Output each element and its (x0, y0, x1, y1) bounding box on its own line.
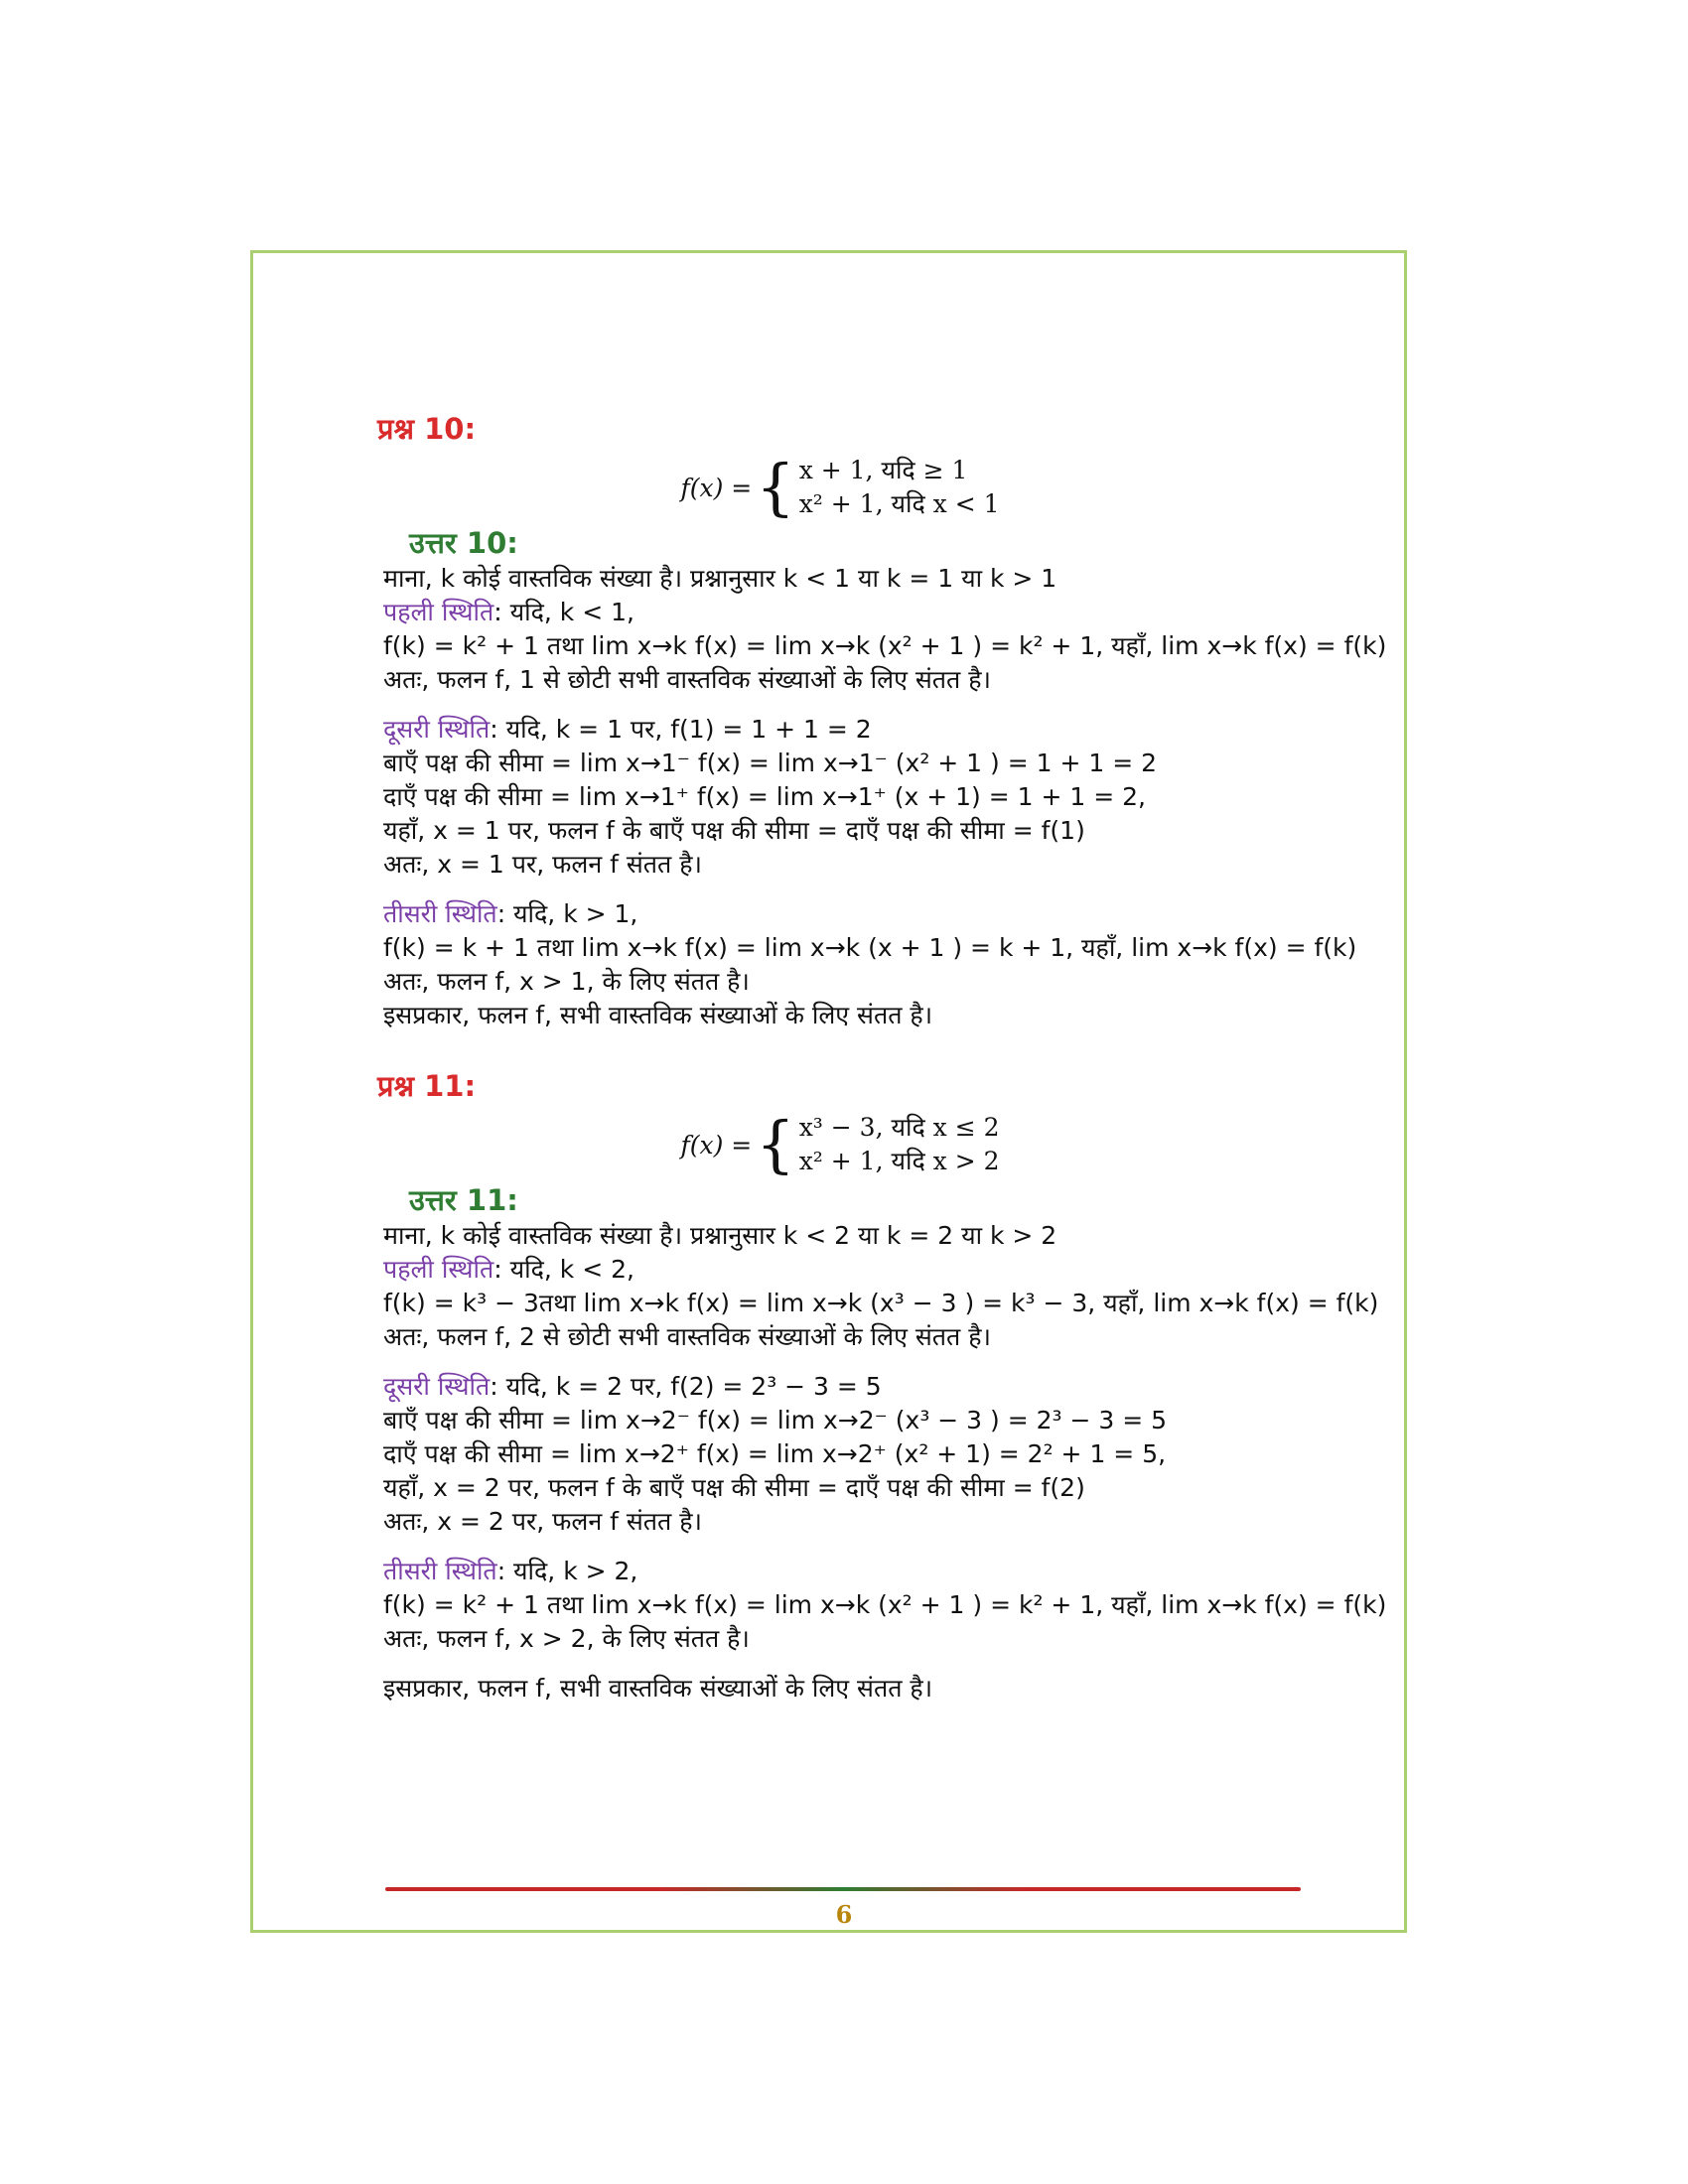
case-condition: : यदि, k < 2, (493, 1255, 634, 1284)
question-heading: प्रश्न 10: (377, 412, 477, 446)
question-11 (377, 1066, 1387, 1706)
case-condition: : यदि, k > 2, (496, 1557, 638, 1585)
answer-line: अतः, फलन f, x > 1, के लिए संतत है। (383, 967, 750, 996)
answer-conclusion: इसप्रकार, फलन f, सभी वास्तविक संख्याओं के लिए संतत है। (383, 1674, 933, 1703)
piece-row: x³ − 3, यदि x ≤ 2 (798, 1113, 1000, 1142)
answer-line: अतः, x = 1 पर, फलन f संतत है। (383, 850, 702, 879)
piece-row: x² + 1, यदि x < 1 (798, 489, 1000, 518)
brace-symbol: { (756, 1108, 795, 1180)
answer-line: अतः, फलन f, 2 से छोटी सभी वास्तविक संख्याओं के लिए संतत है। (383, 1322, 991, 1351)
page-number: 6 (835, 1900, 853, 1929)
case-3-header (383, 897, 1376, 931)
function-lhs: f(x) = (680, 1130, 753, 1160)
case-label: तीसरी स्थिति (383, 1557, 497, 1585)
piecewise-function (304, 451, 1376, 523)
case-3-header (383, 1555, 1376, 1588)
question-heading: प्रश्न 11: (377, 1069, 477, 1103)
question-10 (377, 409, 1387, 1032)
case-1-header (383, 596, 1376, 629)
answer-line: यहाँ, x = 1 पर, फलन f के बाएँ पक्ष की सीमा = दाएँ पक्ष की सीमा = f(1) (383, 816, 1085, 845)
case-condition: : यदि, k = 1 पर, f(1) = 1 + 1 = 2 (490, 715, 872, 744)
case-label: पहली स्थिति (383, 1255, 494, 1284)
case-label: दूसरी स्थिति (383, 1372, 491, 1401)
function-lhs: f(x) = (680, 473, 753, 502)
answer-line: f(k) = k + 1 तथा lim x→k f(x) = lim x→k (x + 1 ) = k + 1, यहाँ, lim x→k f(x) = f(k) (383, 933, 1357, 962)
page-content (377, 409, 1387, 1706)
answer-line: f(k) = k² + 1 तथा lim x→k f(x) = lim x→k (x² + 1 ) = k² + 1, यहाँ, lim x→k f(x) = f(k) (383, 1590, 1387, 1619)
answer-line: यहाँ, x = 2 पर, फलन f के बाएँ पक्ष की सीमा = दाएँ पक्ष की सीमा = f(2) (383, 1473, 1085, 1502)
answer-intro: माना, k कोई वास्तविक संख्या है। प्रश्नानुसार k < 2 या k = 2 या k > 2 (383, 1221, 1057, 1250)
answer-line: दाएँ पक्ष की सीमा = lim x→2⁺ f(x) = lim x→2⁺ (x² + 1) = 2² + 1 = 5, (383, 1439, 1167, 1468)
answer-line: अतः, फलन f, x > 2, के लिए संतत है। (383, 1624, 750, 1653)
answer-line: f(k) = k³ − 3तथा lim x→k f(x) = lim x→k (x³ − 3 ) = k³ − 3, यहाँ, lim x→k f(x) = f(k) (383, 1289, 1379, 1317)
brace-symbol: { (756, 451, 795, 523)
answer-conclusion: इसप्रकार, फलन f, सभी वास्तविक संख्याओं के लिए संतत है। (383, 1001, 933, 1029)
answer-line: अतः, फलन f, 1 से छोटी सभी वास्तविक संख्याओं के लिए संतत है। (383, 665, 991, 694)
case-label: दूसरी स्थिति (383, 715, 491, 744)
case-label: तीसरी स्थिति (383, 899, 497, 928)
answer-line: दाएँ पक्ष की सीमा = lim x→1⁺ f(x) = lim x→1⁺ (x + 1) = 1 + 1 = 2, (383, 782, 1146, 811)
answer-line: बाएँ पक्ष की सीमा = lim x→1⁻ f(x) = lim x→1⁻ (x² + 1 ) = 1 + 1 = 2 (383, 749, 1158, 777)
piece-row: x² + 1, यदि x > 2 (798, 1147, 1000, 1175)
answer-line: अतः, x = 2 पर, फलन f संतत है। (383, 1507, 702, 1536)
case-2-header (383, 1370, 1376, 1404)
answer-heading: उत्तर 11: (409, 1183, 518, 1217)
case-label: पहली स्थिति (383, 598, 494, 626)
answer-line: f(k) = k² + 1 तथा lim x→k f(x) = lim x→k (x² + 1 ) = k² + 1, यहाँ, lim x→k f(x) = f(k) (383, 631, 1387, 660)
piecewise-function (304, 1108, 1376, 1180)
answer-heading: उत्तर 10: (409, 526, 518, 560)
case-2-header (383, 713, 1376, 747)
answer-intro: माना, k कोई वास्तविक संख्या है। प्रश्नानुसार k < 1 या k = 1 या k > 1 (383, 564, 1057, 593)
piece-row: x + 1, यदि ≥ 1 (798, 456, 968, 484)
case-condition: : यदि, k > 1, (496, 899, 638, 928)
case-1-header (383, 1253, 1376, 1287)
footer-divider (385, 1887, 1301, 1891)
answer-line: बाएँ पक्ष की सीमा = lim x→2⁻ f(x) = lim x→2⁻ (x³ − 3 ) = 2³ − 3 = 5 (383, 1406, 1168, 1434)
case-condition: : यदि, k = 2 पर, f(2) = 2³ − 3 = 5 (490, 1372, 882, 1401)
case-condition: : यदि, k < 1, (493, 598, 634, 626)
